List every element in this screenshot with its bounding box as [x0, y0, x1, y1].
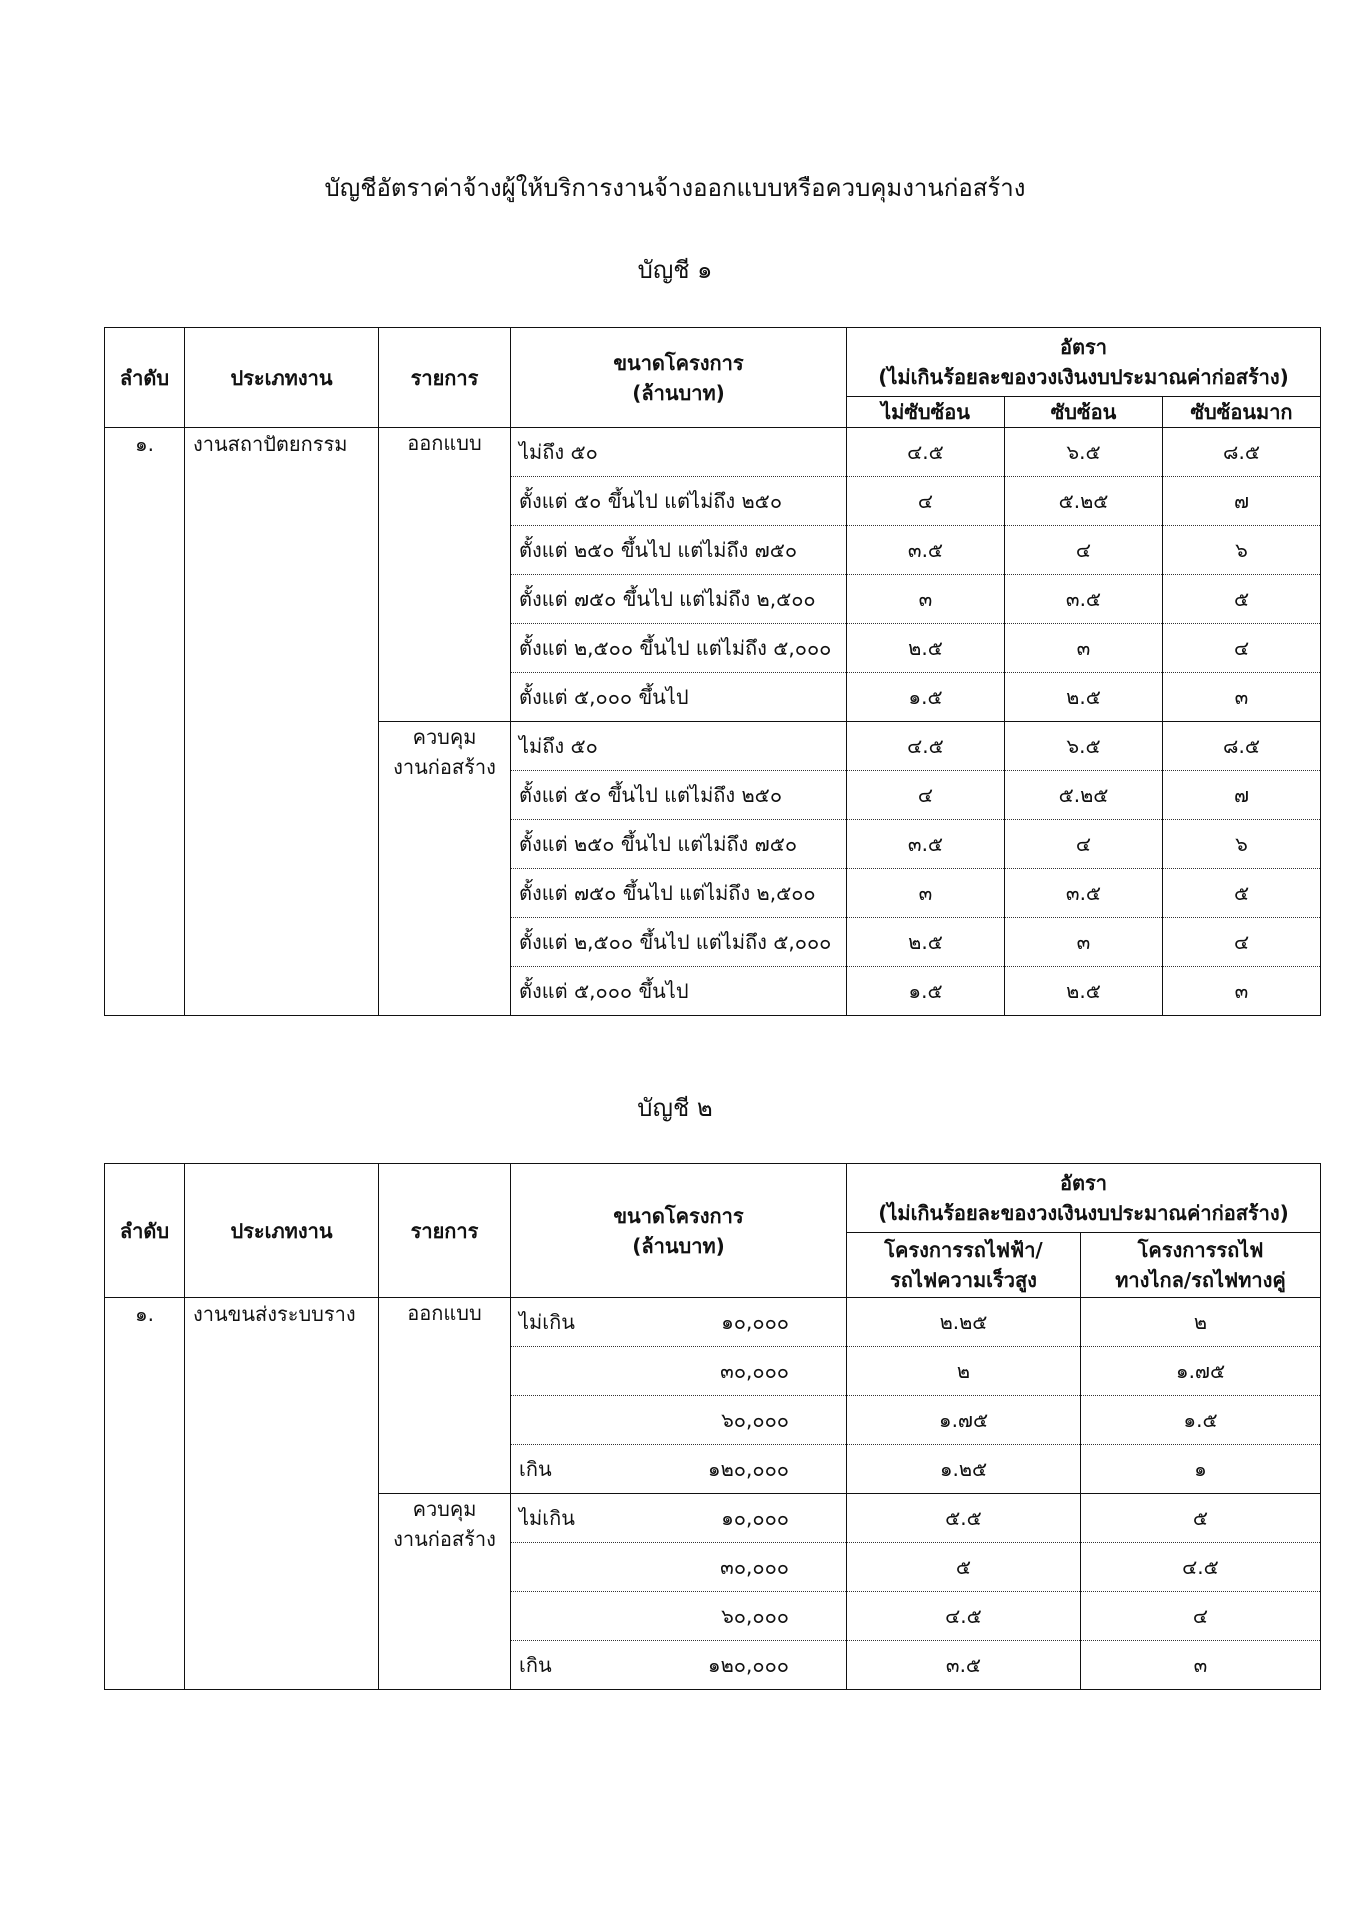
- rate-cell: ๔: [1005, 820, 1163, 869]
- rate-cell: ๕.๒๕: [1005, 477, 1163, 526]
- header-work-type: ประเภทงาน: [185, 328, 379, 428]
- rate-cell: ๔: [1163, 624, 1321, 673]
- table-row: [105, 428, 1321, 477]
- project-size-cell: [511, 1347, 847, 1396]
- rate-cell: ๒.๒๕: [847, 1298, 1081, 1347]
- rate-cell: ๑.๕: [847, 673, 1005, 722]
- size-label: ไม่เกิน: [519, 1506, 575, 1530]
- rate-cell: ๔: [1005, 526, 1163, 575]
- header-rate: [847, 1164, 1321, 1233]
- rate-cell: ๖.๕: [1005, 722, 1163, 771]
- rate-cell: ๖.๕: [1005, 428, 1163, 477]
- project-size-cell: [511, 1543, 847, 1592]
- header-item: รายการ: [379, 1164, 511, 1298]
- header-project-size-line1: ขนาดโครงการ: [613, 350, 744, 375]
- rate-cell: ๑: [1081, 1445, 1321, 1494]
- project-size-cell: ไม่ถึง ๕๐: [511, 722, 847, 771]
- header-project-size-line1: ขนาดโครงการ: [613, 1203, 744, 1228]
- rate-cell: ๓: [847, 575, 1005, 624]
- rate-cell: ๗: [1163, 477, 1321, 526]
- header-long-distance-train: [1081, 1233, 1321, 1298]
- rate-cell: ๔: [1163, 918, 1321, 967]
- rate-cell: ๔: [847, 477, 1005, 526]
- rate-cell: ๔.๕: [847, 1592, 1081, 1641]
- project-size-cell: ตั้งแต่ ๕,๐๐๐ ขึ้นไป: [511, 673, 847, 722]
- header-electric-train: [847, 1233, 1081, 1298]
- size-label: เกิน: [519, 1457, 552, 1481]
- project-size-cell: ตั้งแต่ ๗๕๐ ขึ้นไป แต่ไม่ถึง ๒,๕๐๐: [511, 869, 847, 918]
- item-label-line2: งานก่อสร้าง: [393, 755, 496, 779]
- header-not-complex: ไม่ซับซ้อน: [847, 397, 1005, 428]
- size-value: ๑๐,๐๐๐: [721, 1310, 789, 1334]
- rate-cell: ๕.๕: [847, 1494, 1081, 1543]
- project-size-cell: ตั้งแต่ ๗๕๐ ขึ้นไป แต่ไม่ถึง ๒,๕๐๐: [511, 575, 847, 624]
- project-size-cell: [511, 1445, 847, 1494]
- size-label: เกิน: [519, 1653, 552, 1677]
- rate-cell: ๑.๗๕: [847, 1396, 1081, 1445]
- item-label-line1: ควบคุม: [412, 725, 477, 749]
- size-value: ๑๐,๐๐๐: [721, 1506, 789, 1530]
- header-rate: [847, 328, 1321, 397]
- item-label-line1: ออกแบบ: [407, 1301, 482, 1325]
- rate-cell: ๒: [1081, 1298, 1321, 1347]
- item-cell: [379, 1298, 511, 1494]
- rate-cell: ๒: [847, 1347, 1081, 1396]
- item-cell: [379, 1494, 511, 1690]
- size-value: ๑๒๐,๐๐๐: [707, 1457, 789, 1481]
- rate-cell: ๒.๕: [847, 918, 1005, 967]
- rate-cell: ๕: [1163, 869, 1321, 918]
- rate-cell: ๓.๕: [1005, 869, 1163, 918]
- project-size-cell: ตั้งแต่ ๕,๐๐๐ ขึ้นไป: [511, 967, 847, 1016]
- header-long-distance-train-line1: โครงการรถไฟ: [1137, 1238, 1264, 1262]
- header-project-size-line2: (ล้านบาท): [632, 380, 725, 405]
- row-number: ๑.: [105, 428, 185, 1016]
- rate-cell: ๒.๕: [1005, 967, 1163, 1016]
- header-project-size-line2: (ล้านบาท): [632, 1233, 725, 1258]
- item-cell: [379, 428, 511, 722]
- project-size-cell: [511, 1494, 847, 1543]
- project-size-cell: [511, 1641, 847, 1690]
- project-size-cell: ตั้งแต่ ๕๐ ขึ้นไป แต่ไม่ถึง ๒๕๐: [511, 477, 847, 526]
- document-title: บัญชีอัตราค่าจ้างผู้ให้บริการงานจ้างออกแบบหรือควบคุมงานก่อสร้าง: [324, 174, 1026, 202]
- project-size-cell: ตั้งแต่ ๒๕๐ ขึ้นไป แต่ไม่ถึง ๗๕๐: [511, 820, 847, 869]
- size-value: ๓๐,๐๐๐: [720, 1555, 789, 1579]
- row-number: ๑.: [105, 1298, 185, 1690]
- size-value: ๑๒๐,๐๐๐: [707, 1653, 789, 1677]
- header-rate-line2: (ไม่เกินร้อยละของวงเงินงบประมาณค่าก่อสร้าง): [878, 1201, 1289, 1225]
- table-header-row: [105, 328, 1321, 397]
- header-work-type: ประเภทงาน: [185, 1164, 379, 1298]
- rate-cell: ๗: [1163, 771, 1321, 820]
- header-electric-train-line1: โครงการรถไฟฟ้า/: [884, 1238, 1043, 1262]
- rate-cell: ๔: [1081, 1592, 1321, 1641]
- project-size-cell: [511, 1396, 847, 1445]
- header-rate-line2: (ไม่เกินร้อยละของวงเงินงบประมาณค่าก่อสร้าง): [878, 365, 1289, 389]
- item-label-line2: งานก่อสร้าง: [393, 1527, 496, 1551]
- size-value: ๖๐,๐๐๐: [721, 1408, 789, 1432]
- rate-cell: ๓: [1163, 673, 1321, 722]
- list-1-heading: บัญชี ๑: [637, 256, 713, 284]
- rate-cell: ๘.๕: [1163, 722, 1321, 771]
- item-label-line1: ออกแบบ: [407, 431, 482, 455]
- header-complex: ซับซ้อน: [1005, 397, 1163, 428]
- rate-cell: ๖: [1163, 526, 1321, 575]
- item-cell: [379, 722, 511, 1016]
- project-size-cell: [511, 1298, 847, 1347]
- header-project-size: [511, 328, 847, 428]
- project-size-cell: ตั้งแต่ ๒๕๐ ขึ้นไป แต่ไม่ถึง ๗๕๐: [511, 526, 847, 575]
- list-2-body: [105, 1298, 1321, 1690]
- header-item: รายการ: [379, 328, 511, 428]
- rate-cell: ๓: [1005, 624, 1163, 673]
- rate-cell: ๔.๕: [847, 428, 1005, 477]
- project-size-cell: ตั้งแต่ ๒,๕๐๐ ขึ้นไป แต่ไม่ถึง ๕,๐๐๐: [511, 624, 847, 673]
- rate-cell: ๒.๕: [1005, 673, 1163, 722]
- rate-cell: ๓.๕: [847, 526, 1005, 575]
- project-size-cell: ตั้งแต่ ๕๐ ขึ้นไป แต่ไม่ถึง ๒๕๐: [511, 771, 847, 820]
- table-row: [105, 1298, 1321, 1347]
- rate-cell: ๑.๕: [847, 967, 1005, 1016]
- header-rate-line1: อัตรา: [1060, 1171, 1107, 1195]
- header-no: ลำดับ: [105, 1164, 185, 1298]
- rate-cell: ๘.๕: [1163, 428, 1321, 477]
- size-label: ไม่เกิน: [519, 1310, 575, 1334]
- header-very-complex: ซับซ้อนมาก: [1163, 397, 1321, 428]
- header-no: ลำดับ: [105, 328, 185, 428]
- rate-cell: ๖: [1163, 820, 1321, 869]
- rate-cell: ๕: [1163, 575, 1321, 624]
- header-rate-line1: อัตรา: [1060, 335, 1107, 359]
- size-value: ๓๐,๐๐๐: [720, 1359, 789, 1383]
- table-header-row: [105, 1164, 1321, 1233]
- list-1-body: [105, 428, 1321, 1016]
- rate-cell: ๓.๕: [1005, 575, 1163, 624]
- rate-cell: ๑.๗๕: [1081, 1347, 1321, 1396]
- rate-cell: ๓: [1081, 1641, 1321, 1690]
- rate-cell: ๔.๕: [1081, 1543, 1321, 1592]
- list-2-heading: บัญชี ๒: [637, 1094, 713, 1122]
- rate-cell: ๓.๕: [847, 820, 1005, 869]
- rate-table-list-1: [104, 327, 1321, 1016]
- rate-cell: ๒.๕: [847, 624, 1005, 673]
- rate-cell: ๕.๒๕: [1005, 771, 1163, 820]
- rate-cell: ๓: [847, 869, 1005, 918]
- header-project-size: [511, 1164, 847, 1298]
- work-type-cell: งานสถาปัตยกรรม: [185, 428, 379, 1016]
- rate-cell: ๓.๕: [847, 1641, 1081, 1690]
- header-electric-train-line2: รถไฟความเร็วสูง: [890, 1268, 1037, 1292]
- project-size-cell: ตั้งแต่ ๒,๕๐๐ ขึ้นไป แต่ไม่ถึง ๕,๐๐๐: [511, 918, 847, 967]
- rate-cell: ๕: [1081, 1494, 1321, 1543]
- item-label-line1: ควบคุม: [412, 1497, 477, 1521]
- rate-cell: ๓: [1163, 967, 1321, 1016]
- rate-cell: ๑.๕: [1081, 1396, 1321, 1445]
- project-size-cell: [511, 1592, 847, 1641]
- rate-cell: ๑.๒๕: [847, 1445, 1081, 1494]
- rate-table-list-2: [104, 1163, 1321, 1690]
- rate-cell: ๔.๕: [847, 722, 1005, 771]
- project-size-cell: ไม่ถึง ๕๐: [511, 428, 847, 477]
- rate-cell: ๔: [847, 771, 1005, 820]
- size-value: ๖๐,๐๐๐: [721, 1604, 789, 1628]
- header-long-distance-train-line2: ทางไกล/รถไฟทางคู่: [1115, 1268, 1286, 1292]
- rate-cell: ๓: [1005, 918, 1163, 967]
- rate-cell: ๕: [847, 1543, 1081, 1592]
- work-type-cell: งานขนส่งระบบราง: [185, 1298, 379, 1690]
